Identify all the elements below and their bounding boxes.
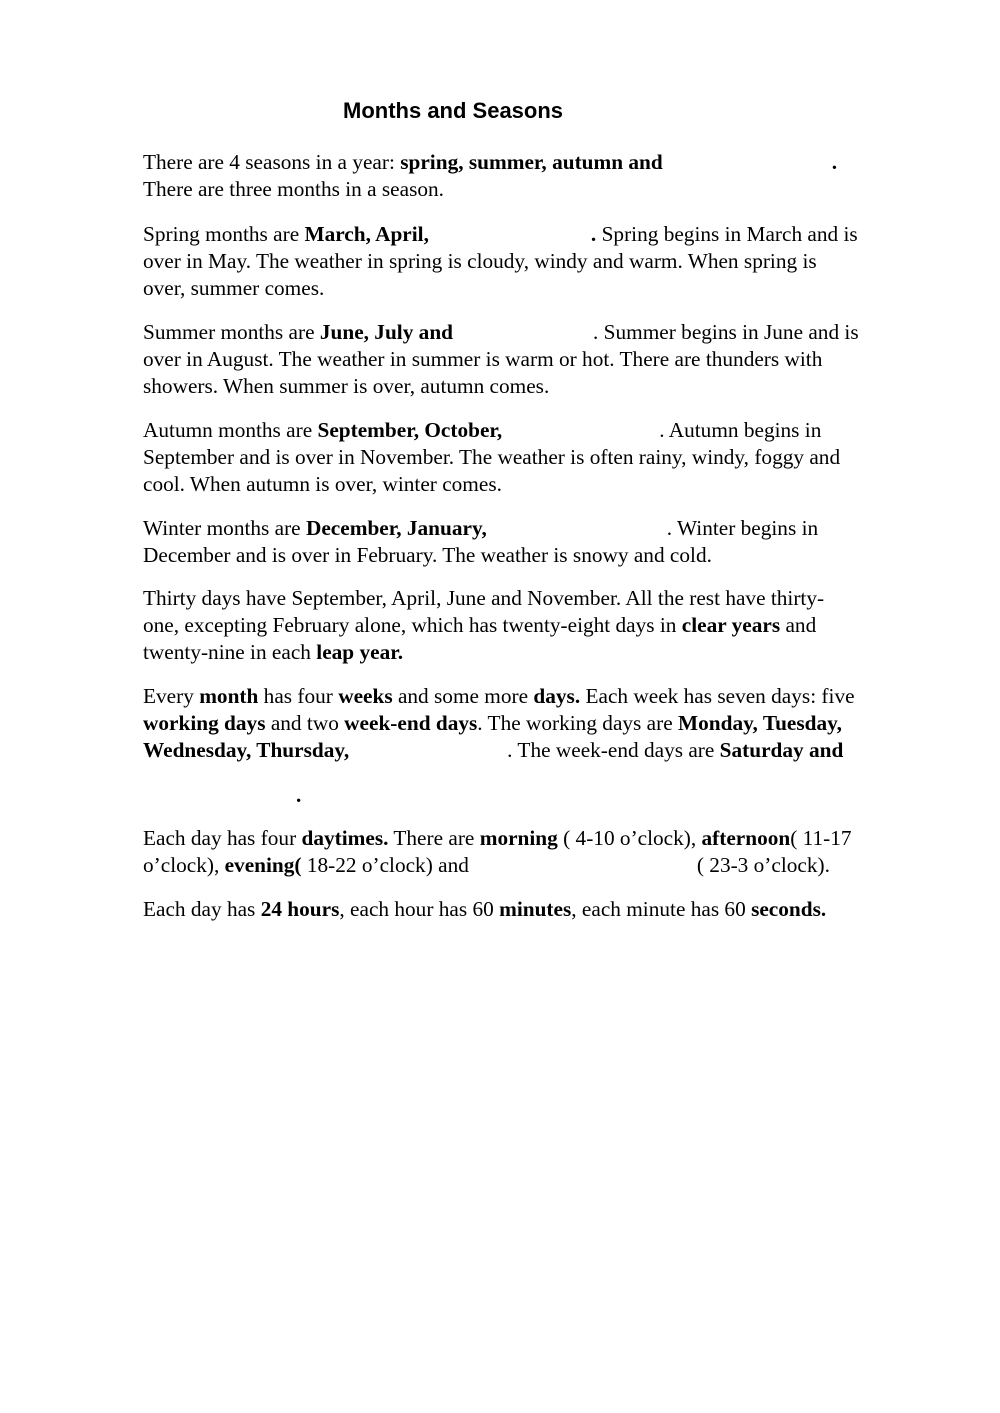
paragraph-autumn [143,417,933,498]
text-line: over, summer comes. [143,276,325,300]
text-line: Winter months are December, January, . Winter begins in [143,516,819,540]
text-line: . [143,782,933,809]
text-line: There are 4 seasons in a year: spring, summer, autumn and . [143,150,838,174]
text-line: Thirty days have September, April, June and November. All the rest have thirty- [143,586,825,610]
text-line: showers. When summer is over, autumn comes. [143,374,550,398]
answer-blank [143,782,296,809]
text-line: Spring months are March, April, . Spring begins in March and is [143,222,858,246]
answer-blank [502,417,659,444]
page-title: Months and Seasons [343,98,564,123]
answer-blank [453,319,593,346]
text-line: Every month has four weeks and some more days. Each week has seven days: five [143,684,855,708]
text-line: over in August. The weather in summer is warm or hot. There are thunders with [143,347,823,371]
text-line: over in May. The weather in spring is cloudy, windy and warm. When spring is [143,249,817,273]
paragraph-seasons [143,149,933,203]
text-line: twenty-nine in each leap year. [143,640,404,664]
paragraph-days-in-months [143,585,933,666]
paragraph-daytimes [143,825,933,879]
text-line: Each day has 24 hours, each hour has 60 minutes, each minute has 60 seconds. [143,897,827,921]
paragraph-winter [143,515,933,569]
answer-blank [663,149,832,176]
text-line: Wednesday, Thursday, . The week-end days are Saturday and [143,738,844,762]
text-line: Autumn months are September, October, . Autumn begins in [143,418,822,442]
text-line: December and is over in February. The weather is snowy and cold. [143,543,712,567]
text-line: Each day has four daytimes. There are morning ( 4-10 o’clock), afternoon( 11-17 [143,826,852,850]
text-line: o’clock), evening( 18-22 o’clock) and ( 23-3 o’clock). [143,853,830,877]
text-line: Summer months are June, July and . Summer begins in June and is [143,320,859,344]
text-line: working days and two week-end days. The working days are Monday, Tuesday, [143,711,842,735]
answer-blank [469,852,697,879]
answer-blank [349,737,507,764]
paragraph-hours [143,896,933,923]
answer-blank [429,221,591,248]
paragraph-summer [143,319,933,400]
text-line: There are three months in a season. [143,177,444,201]
paragraph-spring [143,221,933,302]
text-line: September and is over in November. The weather is often rainy, windy, foggy and [143,445,841,469]
paragraph-weeks [143,683,933,809]
text-line: cool. When autumn is over, winter comes. [143,472,502,496]
answer-blank [487,515,667,542]
text-line: one, excepting February alone, which has twenty-eight days in clear years and [143,613,817,637]
